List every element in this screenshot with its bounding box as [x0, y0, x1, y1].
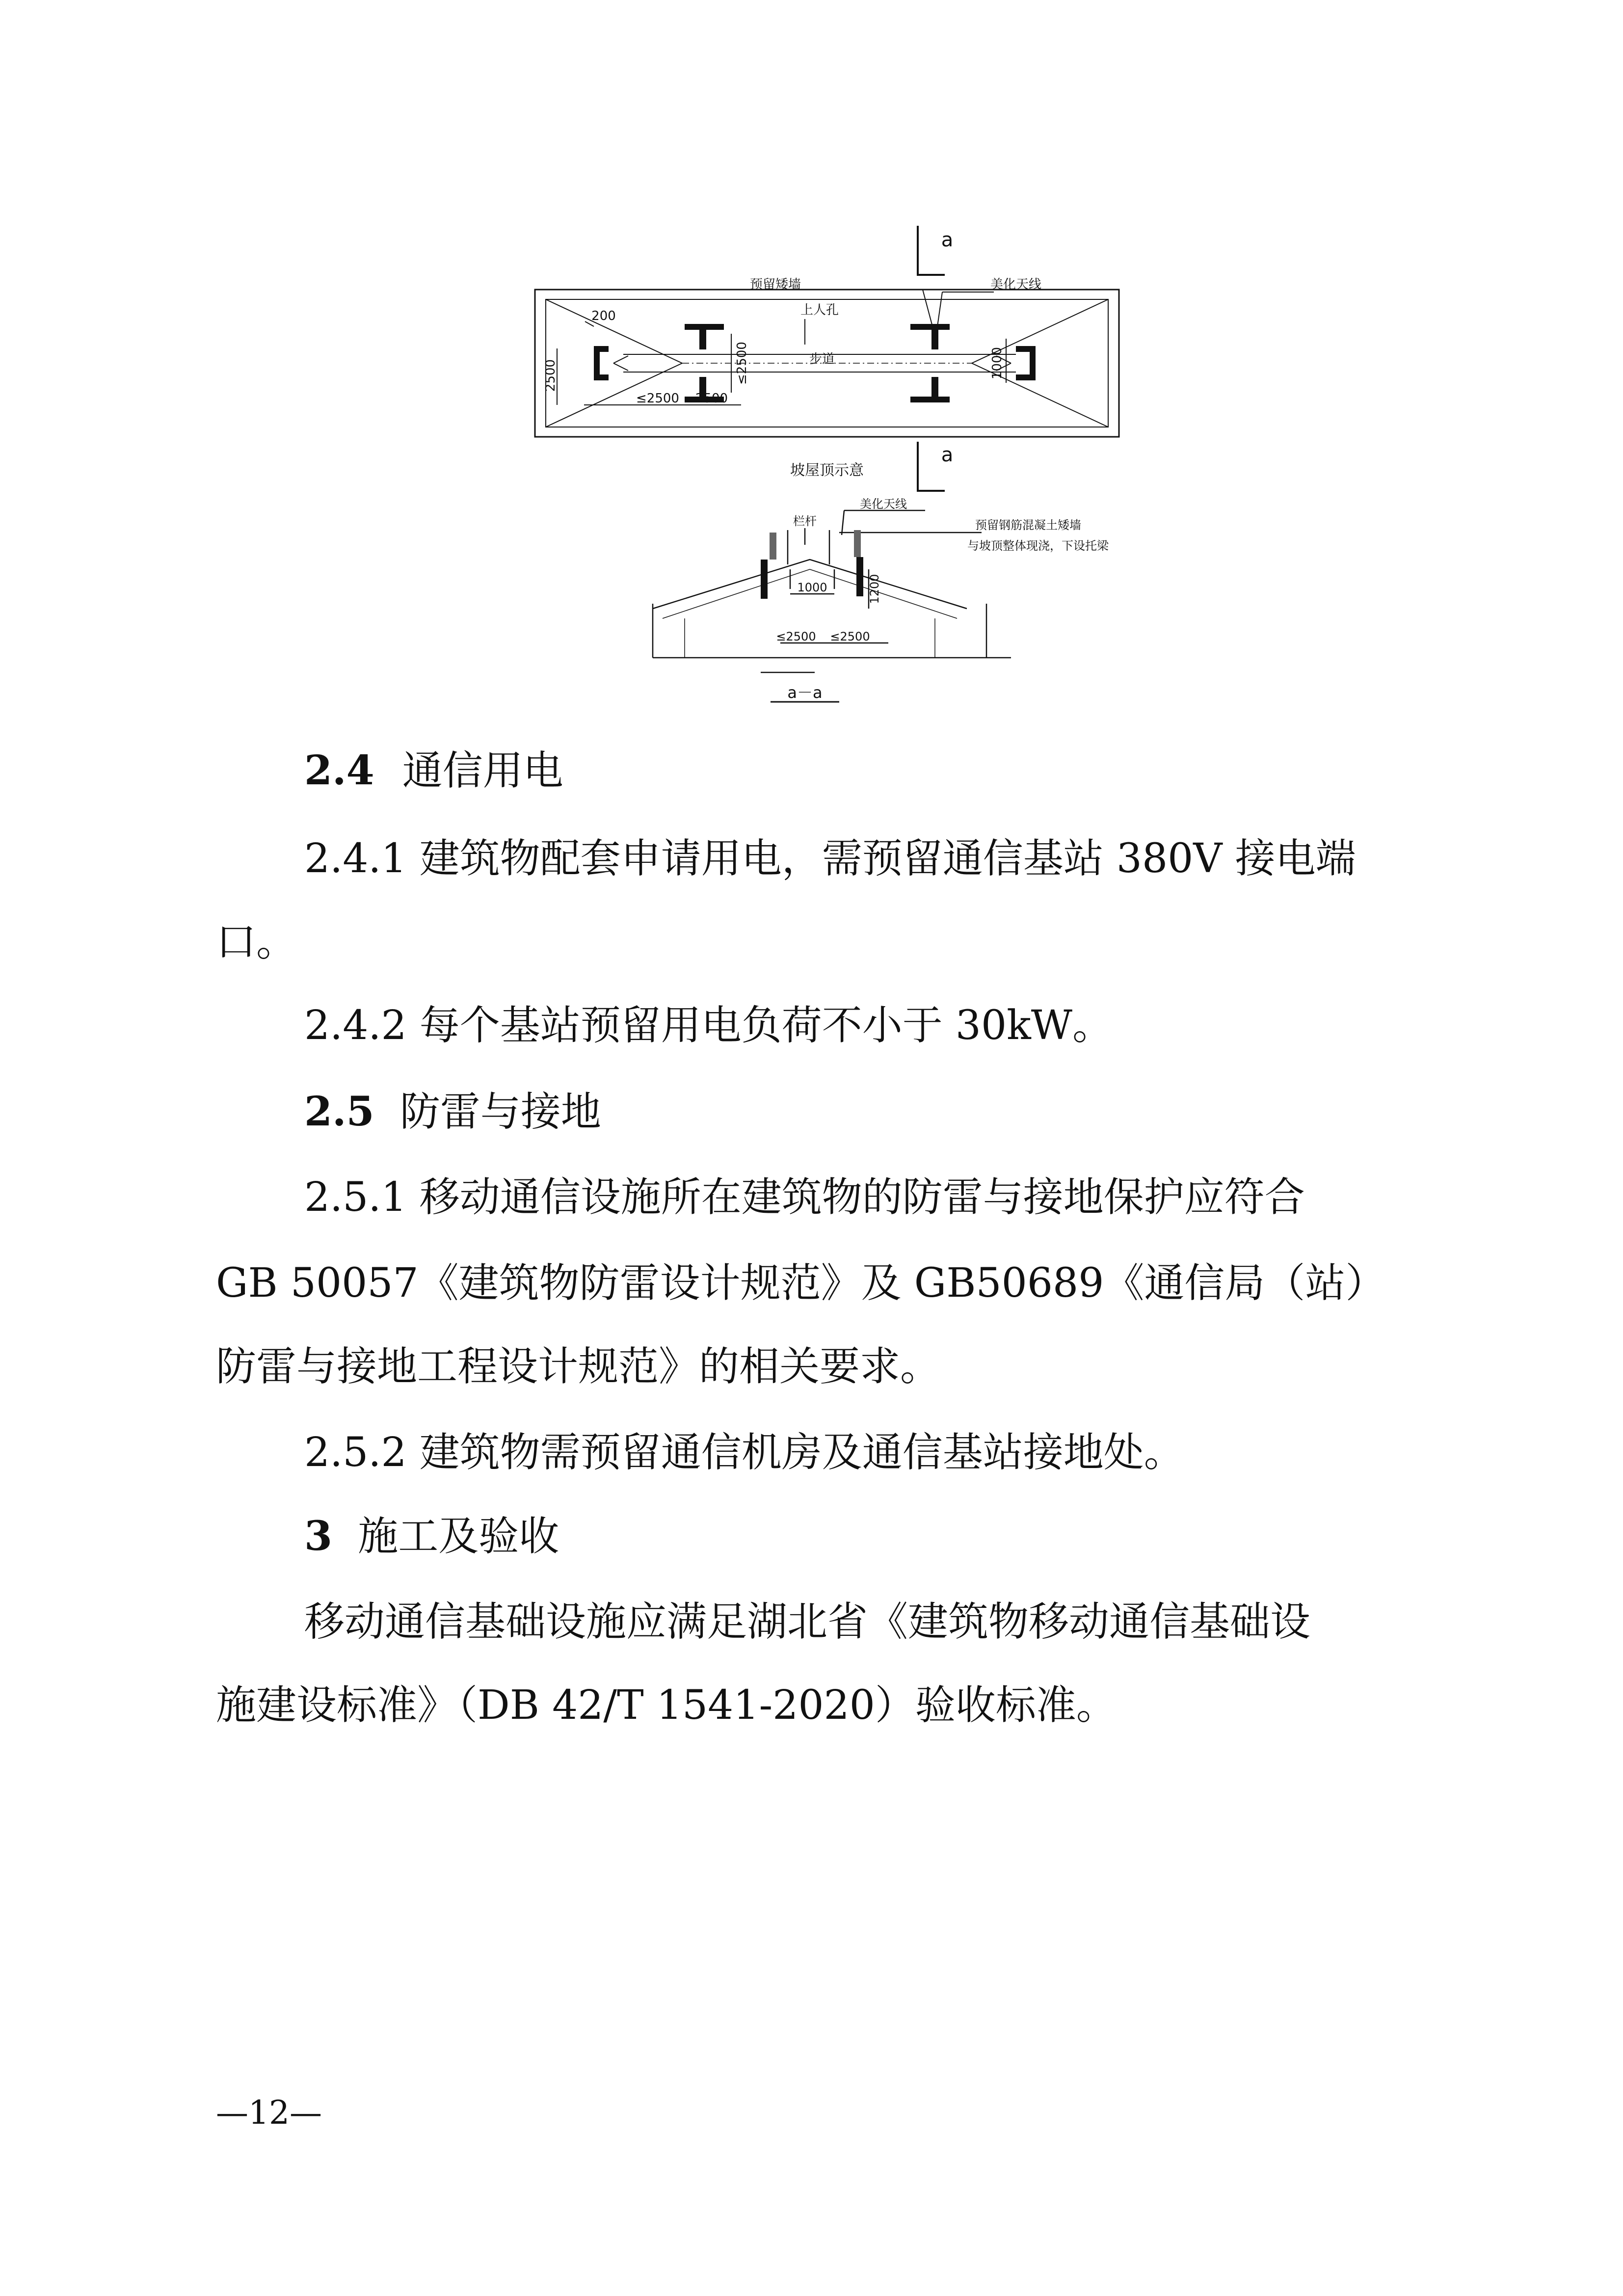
- heading-3: [304, 1512, 559, 1561]
- dim-le2500-vertical: ≤2500: [735, 342, 749, 385]
- dim-2500: 2500: [695, 391, 728, 406]
- antenna-label-section: 美化天线: [860, 497, 907, 511]
- dim-le2500: ≤2500: [636, 391, 679, 406]
- heading-2-4-title: 通信用电: [402, 748, 563, 794]
- para-2-4-1-line1: 2.4.1 建筑物配套申请用电，需预留通信基站 380V 接电端: [304, 835, 1356, 882]
- concrete-wall-label: 预留钢筋混凝土矮墙: [975, 518, 1081, 532]
- page-number: —12—: [216, 2094, 322, 2132]
- dim-le2500-right: ≤2500: [830, 630, 870, 643]
- dim-200: 200: [591, 309, 616, 323]
- plan-caption: 坡屋顶示意: [790, 462, 864, 479]
- dim-1000-vertical: 1000: [990, 347, 1005, 380]
- heading-2-4: [304, 746, 563, 796]
- manhole-label: 上人孔: [800, 303, 839, 318]
- para-2-5-1-line2: GB 50057《建筑物防雷设计规范》及 GB50689《通信局（站）: [216, 1260, 1386, 1307]
- section-labels: [776, 497, 1109, 702]
- dim-1200-section: 1200: [868, 574, 881, 604]
- section-mark-bottom-label: a: [941, 444, 954, 466]
- para-3-line1: 移动通信基础设施应满足湖北省《建筑物移动通信基础设: [304, 1599, 1311, 1645]
- dim-le2500-left: ≤2500: [776, 630, 816, 643]
- section-caption: a－a: [787, 683, 823, 702]
- concrete-wall-note: 与坡顶整体现浇，下设托梁: [967, 539, 1109, 553]
- para-2-4-2: 2.4.2 每个基站预留用电负荷不小于 30kW。: [304, 1002, 1113, 1049]
- para-2-4-1-line2: 口。: [216, 919, 297, 965]
- section-drawing: [653, 510, 1011, 702]
- dim-1000-section: 1000: [797, 581, 827, 594]
- roof-antenna-figure: [515, 216, 1153, 717]
- heading-2-5-title: 防雷与接地: [399, 1089, 601, 1135]
- para-2-5-2: 2.5.2 建筑物需预留通信机房及通信基站接地处。: [304, 1429, 1184, 1476]
- heading-2-5-number: 2.5: [304, 1088, 374, 1135]
- para-3-line2: 施建设标准》（DB 42/T 1541-2020）验收标准。: [216, 1682, 1117, 1729]
- section-mark-top-label: a: [941, 229, 954, 251]
- heading-3-title: 施工及验收: [358, 1513, 559, 1560]
- para-2-5-1-line1: 2.5.1 移动通信设施所在建筑物的防雷与接地保护应符合: [304, 1174, 1305, 1221]
- heading-3-number: 3: [304, 1513, 333, 1560]
- walkway-label: 步道: [809, 352, 835, 367]
- railing-label: 栏杆: [793, 514, 817, 528]
- reserved-parapet-label: 预留矮墙: [749, 277, 801, 292]
- heading-2-5: [304, 1087, 601, 1137]
- antenna-label-plan: 美化天线: [990, 277, 1042, 292]
- heading-2-4-number: 2.4: [304, 747, 374, 794]
- roof-antenna-drawing: [515, 216, 1153, 717]
- dim-2500-vertical: 2500: [543, 359, 558, 392]
- para-2-5-1-line3: 防雷与接地工程设计规范》的相关要求。: [216, 1343, 941, 1390]
